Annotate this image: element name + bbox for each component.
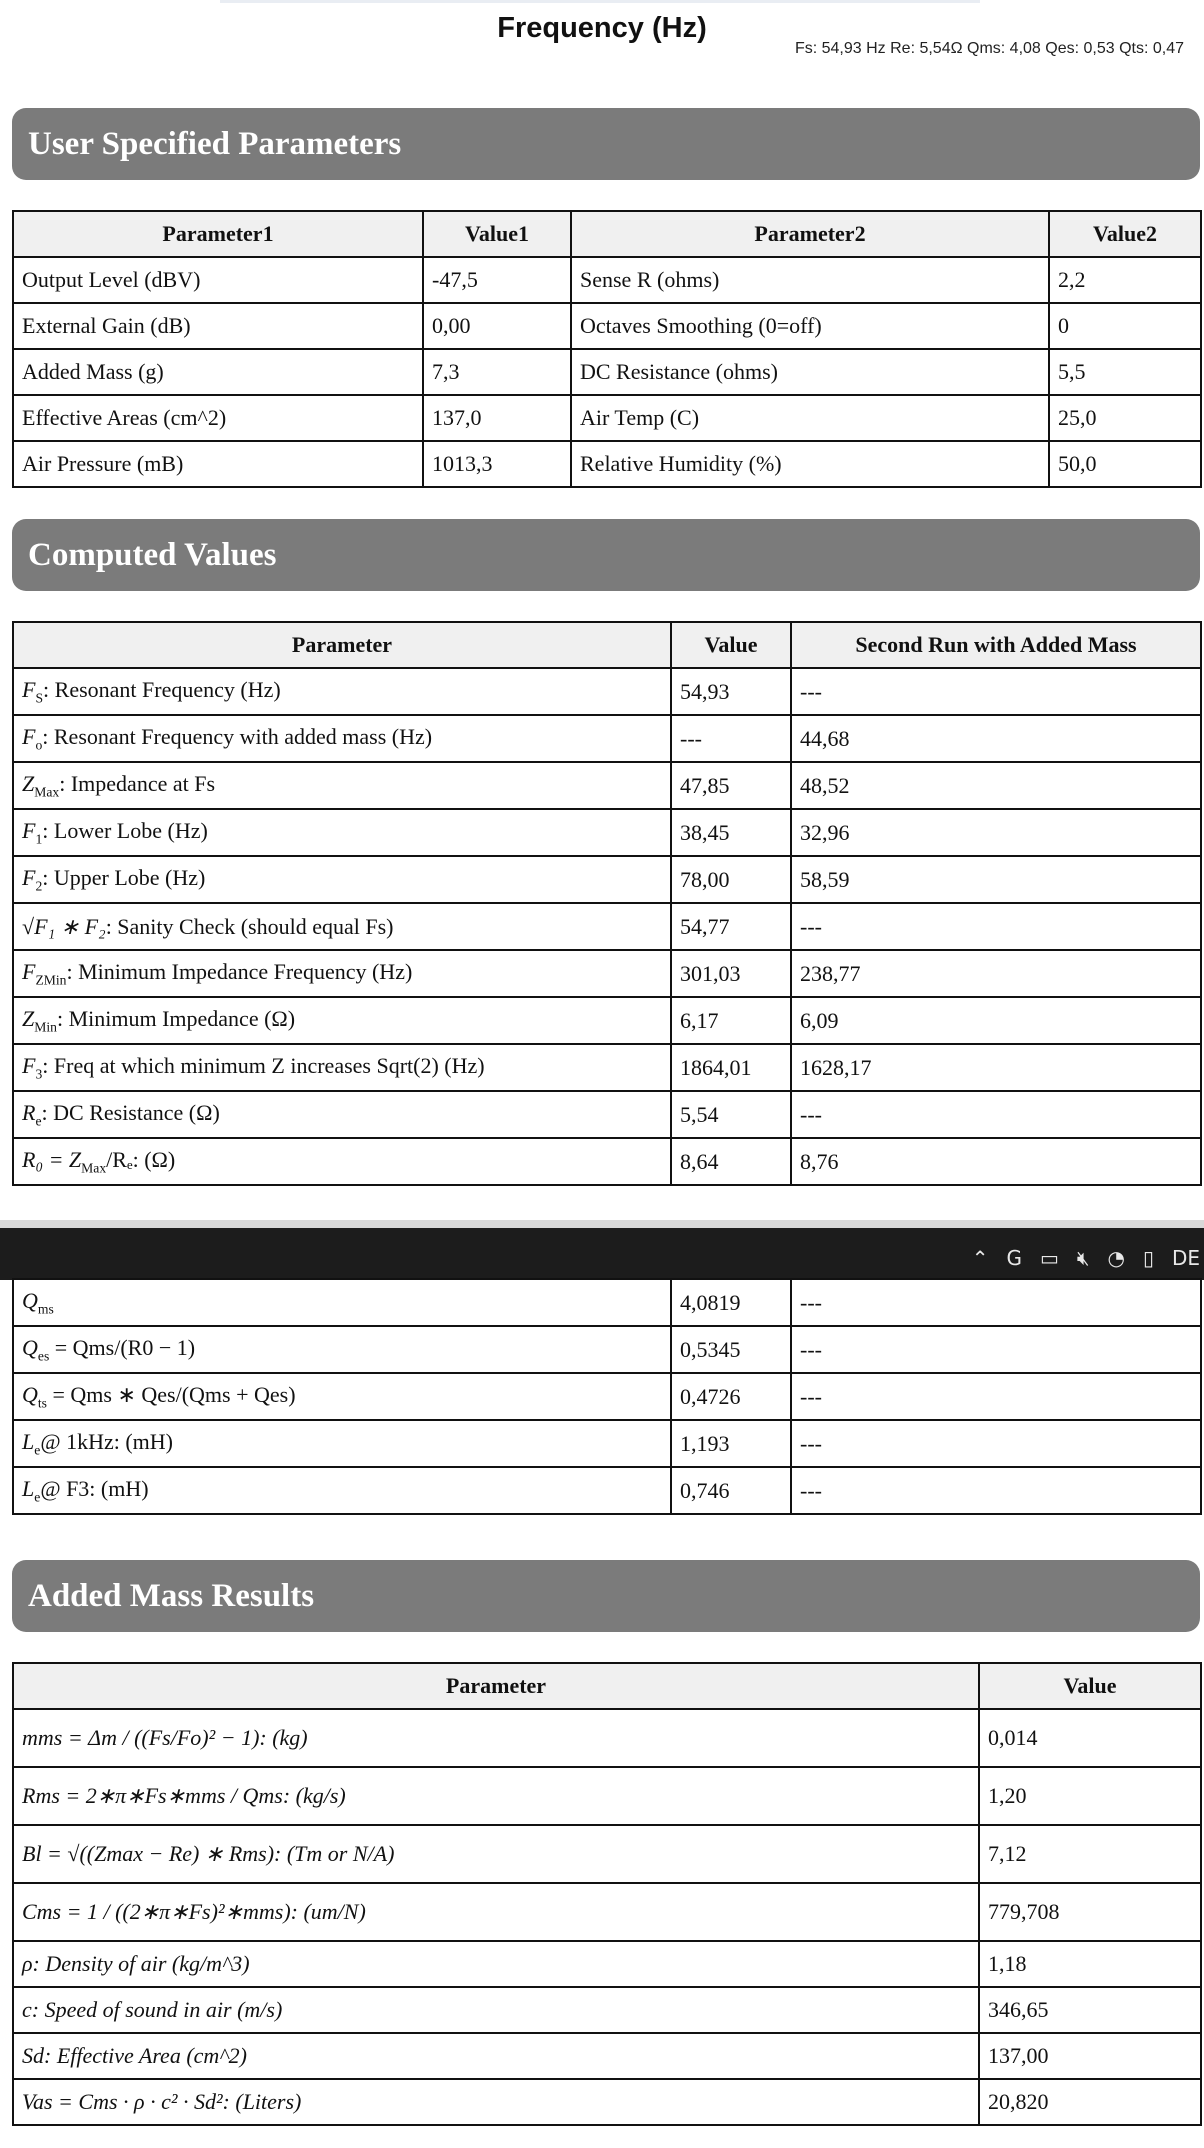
symbol: L xyxy=(22,1428,35,1454)
top-area xyxy=(0,0,1204,80)
value-cell: 137,0 xyxy=(423,395,571,441)
table-row xyxy=(13,1044,1201,1091)
value-cell: 0 xyxy=(1049,303,1201,349)
table-row xyxy=(13,1326,1201,1373)
symbol: F xyxy=(22,958,36,984)
symbol-subscript: es xyxy=(37,1348,50,1364)
second-run-cell: 238,77 xyxy=(791,950,1201,997)
table-header-row xyxy=(13,1663,1201,1709)
symbol: F xyxy=(22,864,36,890)
second-run-cell: 48,52 xyxy=(791,762,1201,809)
value-cell: 47,85 xyxy=(671,762,791,809)
param-cell xyxy=(13,997,671,1044)
param-label: = Qms ∗ Qes/(Qms + Qes) xyxy=(46,1381,296,1407)
symbol: Q xyxy=(22,1287,38,1313)
section-computed-values[interactable]: Computed Values xyxy=(12,519,1200,591)
param-label: @ 1kHz: (mH) xyxy=(40,1428,173,1454)
second-run-cell: --- xyxy=(791,668,1201,715)
value-cell: 54,77 xyxy=(671,903,791,950)
table-row xyxy=(13,257,1201,303)
param-label: /Rₑ: (Ω) xyxy=(106,1146,176,1172)
windows-taskbar xyxy=(0,1220,1204,1280)
table-row xyxy=(13,1883,1201,1941)
symbol: Q xyxy=(22,1334,38,1360)
symbol: F xyxy=(22,1052,36,1078)
param-cell: ρ: Density of air (kg/m^3) xyxy=(13,1941,979,1987)
param-cell xyxy=(13,1326,671,1373)
param-label: @ F3: (mH) xyxy=(40,1475,149,1501)
col-header: Value xyxy=(671,622,791,668)
param-cell: Rms = 2∗π∗Fs∗mms / Qms: (kg/s) xyxy=(13,1767,979,1825)
table-row xyxy=(13,1373,1201,1420)
param-cell: Effective Areas (cm^2) xyxy=(13,395,423,441)
param-cell: Relative Humidity (%) xyxy=(571,441,1049,487)
param-label: : Impedance at Fs xyxy=(59,770,216,796)
col-header: Second Run with Added Mass xyxy=(791,622,1201,668)
table-row xyxy=(13,1767,1201,1825)
param-cell xyxy=(13,1420,671,1467)
symbol: F xyxy=(22,676,36,702)
table-row xyxy=(13,1279,1201,1326)
system-tray xyxy=(972,1236,1204,1280)
value-cell: 8,64 xyxy=(671,1138,791,1185)
user-parameters-table xyxy=(12,210,1202,488)
table-row xyxy=(13,395,1201,441)
table-row xyxy=(13,1091,1201,1138)
param-cell xyxy=(13,1467,671,1514)
table-row xyxy=(13,1825,1201,1883)
value-cell: 0,4726 xyxy=(671,1373,791,1420)
second-run-cell: --- xyxy=(791,903,1201,950)
param-label: : Freq at which minimum Z increases Sqrt(2) (Hz) xyxy=(42,1052,485,1078)
col-header: Value xyxy=(979,1663,1201,1709)
symbol-subscript: Max xyxy=(34,784,60,800)
display-icon[interactable]: ▭ xyxy=(1039,1246,1059,1270)
param-cell: External Gain (dB) xyxy=(13,303,423,349)
param-cell: Air Pressure (mB) xyxy=(13,441,423,487)
param-cell: Sense R (ohms) xyxy=(571,257,1049,303)
network-icon[interactable]: ◔ xyxy=(1107,1246,1125,1270)
symbol: Q xyxy=(22,1381,38,1407)
value-cell: 0,00 xyxy=(423,303,571,349)
symbol-subscript: 1 xyxy=(35,831,43,847)
table-header-row xyxy=(13,622,1201,668)
value-cell: 0,5345 xyxy=(671,1326,791,1373)
symbol-subscript: e xyxy=(34,1442,41,1458)
table-row xyxy=(13,303,1201,349)
second-run-cell: --- xyxy=(791,1279,1201,1326)
second-run-cell: --- xyxy=(791,1326,1201,1373)
param-label: : Resonant Frequency with added mass (Hz) xyxy=(42,723,433,749)
param-label: : Minimum Impedance Frequency (Hz) xyxy=(66,958,413,984)
symbol: R₀ = Z xyxy=(22,1146,82,1172)
second-run-cell: --- xyxy=(791,1091,1201,1138)
param-cell xyxy=(13,1044,671,1091)
table-row xyxy=(13,441,1201,487)
table-row xyxy=(13,349,1201,395)
param-cell xyxy=(13,1279,671,1326)
section-added-mass[interactable]: Added Mass Results xyxy=(12,1560,1200,1632)
param-cell xyxy=(13,1373,671,1420)
symbol-subscript: ms xyxy=(37,1301,54,1317)
symbol-subscript: ZMin xyxy=(35,972,67,988)
table-row xyxy=(13,809,1201,856)
param-cell: Sd: Effective Area (cm^2) xyxy=(13,2033,979,2079)
table-row xyxy=(13,856,1201,903)
table-row xyxy=(13,997,1201,1044)
value-cell: 1,18 xyxy=(979,1941,1201,1987)
computed-values-table-continued xyxy=(12,1278,1202,1515)
second-run-cell: --- xyxy=(791,1373,1201,1420)
second-run-cell: --- xyxy=(791,1420,1201,1467)
value-cell: 1,20 xyxy=(979,1767,1201,1825)
value-cell: 0,746 xyxy=(671,1467,791,1514)
param-cell xyxy=(13,856,671,903)
table-row xyxy=(13,2033,1201,2079)
col-header: Parameter2 xyxy=(571,211,1049,257)
param-cell xyxy=(13,668,671,715)
param-cell: c: Speed of sound in air (m/s) xyxy=(13,1987,979,2033)
param-label: = Qms/(R0 − 1) xyxy=(49,1334,196,1360)
param-cell: Added Mass (g) xyxy=(13,349,423,395)
value-cell: 1864,01 xyxy=(671,1044,791,1091)
symbol-subscript: e xyxy=(34,1489,41,1505)
value-cell: 346,65 xyxy=(979,1987,1201,2033)
value-cell: 301,03 xyxy=(671,950,791,997)
computed-values-table xyxy=(12,621,1202,1186)
param-cell: Octaves Smoothing (0=off) xyxy=(571,303,1049,349)
param-cell xyxy=(13,950,671,997)
symbol-subscript: e xyxy=(35,1113,42,1129)
second-run-cell: 32,96 xyxy=(791,809,1201,856)
chevron-up-icon[interactable]: ⌃ xyxy=(971,1246,989,1270)
value-cell: 7,12 xyxy=(979,1825,1201,1883)
value-cell: 2,2 xyxy=(1049,257,1201,303)
second-run-cell: 6,09 xyxy=(791,997,1201,1044)
value-cell: 25,0 xyxy=(1049,395,1201,441)
value-cell: 7,3 xyxy=(423,349,571,395)
google-icon[interactable]: G xyxy=(1006,1246,1022,1270)
symbol-subscript: Min xyxy=(34,1019,57,1035)
value-cell: 38,45 xyxy=(671,809,791,856)
param-label: : Minimum Impedance (Ω) xyxy=(56,1005,296,1031)
second-run-cell: --- xyxy=(791,1467,1201,1514)
param-label: : Lower Lobe (Hz) xyxy=(42,817,208,843)
param-cell xyxy=(13,1091,671,1138)
symbol-subscript: Max xyxy=(81,1160,107,1176)
col-header: Parameter xyxy=(13,1663,979,1709)
symbol: L xyxy=(22,1475,35,1501)
value-cell: 0,014 xyxy=(979,1709,1201,1767)
value-cell: 1013,3 xyxy=(423,441,571,487)
value-cell: -47,5 xyxy=(423,257,571,303)
added-mass-table xyxy=(12,1662,1202,2126)
symbol: R xyxy=(22,1099,36,1125)
col-header: Parameter1 xyxy=(13,211,423,257)
symbol-subscript: o xyxy=(35,737,43,753)
summary-readout: Fs: 54,93 Hz Re: 5,54Ω Qms: 4,08 Qes: 0,53 Qts: 0,47 xyxy=(794,40,1184,57)
table-header-row xyxy=(13,211,1201,257)
second-run-cell: 1628,17 xyxy=(791,1044,1201,1091)
table-row xyxy=(13,1420,1201,1467)
table-row xyxy=(13,762,1201,809)
mute-icon[interactable]: 🔇︎ xyxy=(1076,1246,1090,1270)
param-cell: DC Resistance (ohms) xyxy=(571,349,1049,395)
value-cell: 5,54 xyxy=(671,1091,791,1138)
second-run-cell: 8,76 xyxy=(791,1138,1201,1185)
table-row xyxy=(13,903,1201,950)
param-cell xyxy=(13,1138,671,1185)
value-cell: 54,93 xyxy=(671,668,791,715)
param-label: : DC Resistance (Ω) xyxy=(41,1099,220,1125)
table-row xyxy=(13,950,1201,997)
value-cell: 50,0 xyxy=(1049,441,1201,487)
section-user-parameters[interactable]: User Specified Parameters xyxy=(12,108,1200,180)
param-cell xyxy=(13,762,671,809)
value-cell: 4,0819 xyxy=(671,1279,791,1326)
language-indicator[interactable]: DE xyxy=(1171,1246,1200,1270)
table-row xyxy=(13,1709,1201,1767)
param-cell xyxy=(13,715,671,762)
second-run-cell: 58,59 xyxy=(791,856,1201,903)
value-cell: --- xyxy=(671,715,791,762)
symbol: Z xyxy=(22,770,35,796)
value-cell: 20,820 xyxy=(979,2079,1201,2125)
param-cell: Cms = 1 / ((2∗π∗Fs)²∗mms): (um/N) xyxy=(13,1883,979,1941)
param-cell: Vas = Cms · ρ · c² · Sd²: (Liters) xyxy=(13,2079,979,2125)
table-row xyxy=(13,2079,1201,2125)
param-cell: Bl = √((Zmax − Re) ∗ Rms): (Tm or N/A) xyxy=(13,1825,979,1883)
param-label: : Sanity Check (should equal Fs) xyxy=(105,913,394,939)
param-cell xyxy=(13,809,671,856)
table-row xyxy=(13,715,1201,762)
symbol: √F₁ ∗ F₂ xyxy=(22,913,106,939)
symbol-subscript: 3 xyxy=(35,1066,43,1082)
value-cell: 1,193 xyxy=(671,1420,791,1467)
col-header: Parameter xyxy=(13,622,671,668)
symbol: Z xyxy=(22,1005,35,1031)
table-row xyxy=(13,668,1201,715)
col-header: Value1 xyxy=(423,211,571,257)
symbol-subscript: S xyxy=(35,690,44,706)
param-label: : Resonant Frequency (Hz) xyxy=(43,676,281,702)
chart-x-axis-title: Frequency (Hz) xyxy=(497,12,707,44)
col-header: Value2 xyxy=(1049,211,1201,257)
value-cell: 137,00 xyxy=(979,2033,1201,2079)
symbol: F xyxy=(22,817,36,843)
symbol-subscript: 2 xyxy=(35,878,43,894)
param-cell: Output Level (dBV) xyxy=(13,257,423,303)
table-row xyxy=(13,1941,1201,1987)
value-cell: 78,00 xyxy=(671,856,791,903)
param-cell: Air Temp (C) xyxy=(571,395,1049,441)
param-cell: mms = Δm / ((Fs/Fo)² − 1): (kg) xyxy=(13,1709,979,1767)
top-divider xyxy=(220,0,980,3)
table-row xyxy=(13,1987,1201,2033)
table-row xyxy=(13,1138,1201,1185)
symbol-subscript: ts xyxy=(37,1395,47,1411)
battery-icon[interactable]: ▯ xyxy=(1142,1246,1154,1270)
param-label: : Upper Lobe (Hz) xyxy=(42,864,206,890)
value-cell: 5,5 xyxy=(1049,349,1201,395)
second-run-cell: 44,68 xyxy=(791,715,1201,762)
param-cell xyxy=(13,903,671,950)
value-cell: 6,17 xyxy=(671,997,791,1044)
value-cell: 779,708 xyxy=(979,1883,1201,1941)
symbol: F xyxy=(22,723,36,749)
table-row xyxy=(13,1467,1201,1514)
